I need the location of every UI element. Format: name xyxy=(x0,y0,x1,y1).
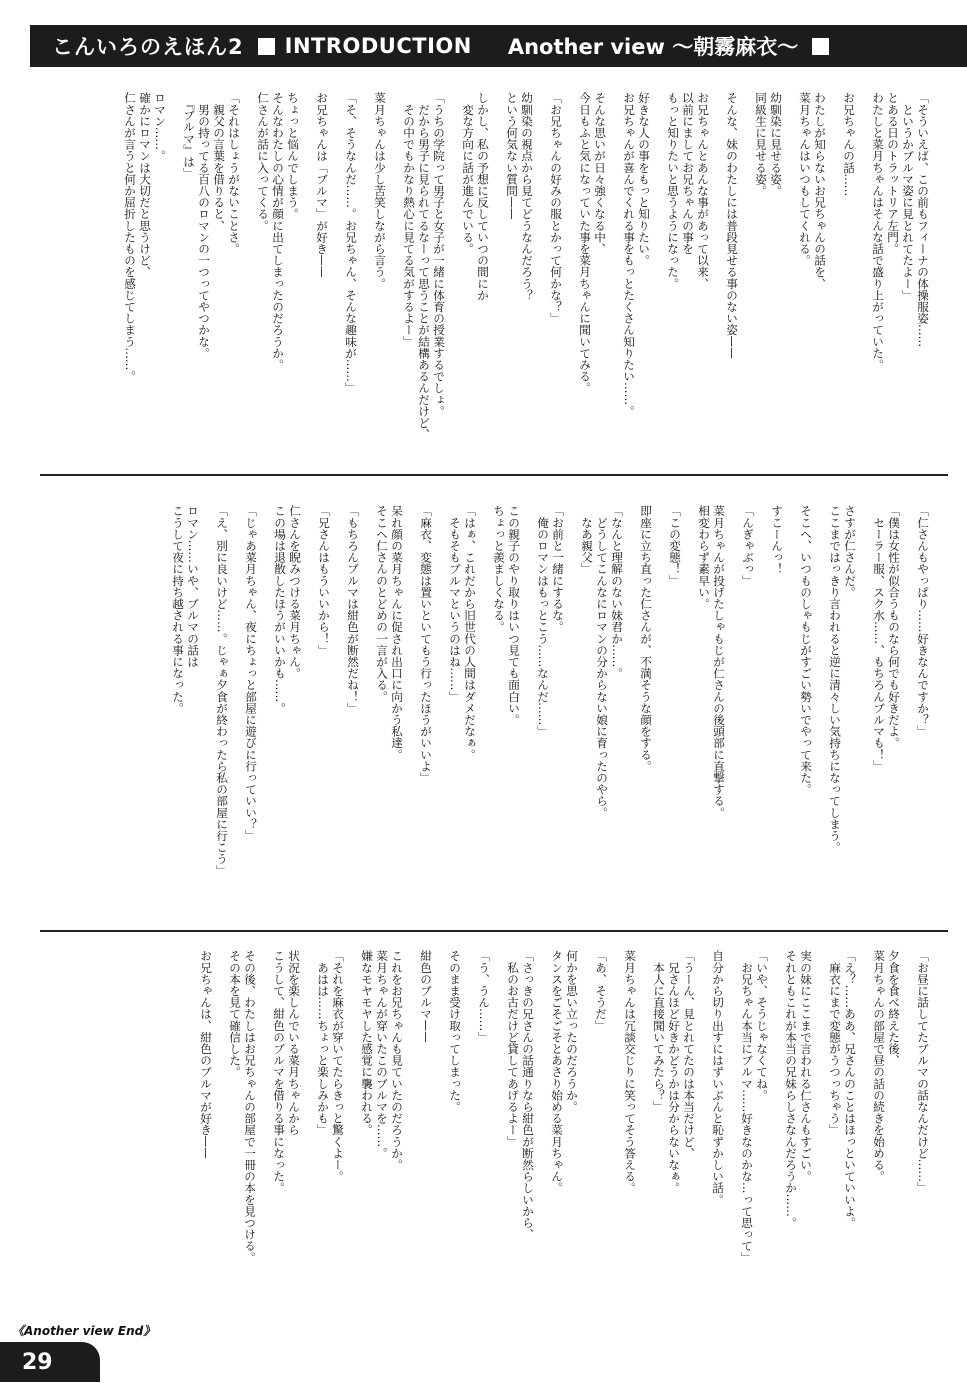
text-column: 変な方向に話が進んでいる。 xyxy=(461,92,475,255)
text-column: 「じゃあ菜月ちゃん、夜にちょっと部屋に遊びに行っていい？」 xyxy=(244,505,258,842)
column-gap xyxy=(301,950,315,1320)
text-column: 「お前と一緒にするな。 xyxy=(551,505,565,633)
text-column: 親父の言葉を借りると、 xyxy=(212,92,226,232)
text-column: さすが仁さんだ。 xyxy=(843,505,857,598)
text-column: そのまま受け取ってしまった。 xyxy=(448,950,462,1113)
text-column: 本人に直接聞いてみたら？」 xyxy=(652,950,666,1113)
column-gap xyxy=(358,92,372,462)
column-gap xyxy=(329,92,343,462)
column-gap xyxy=(229,505,243,910)
column-gap xyxy=(565,505,579,910)
text-column: 「兄さんはもういいから！」 xyxy=(317,505,331,656)
column-gap xyxy=(521,505,535,910)
column-gap xyxy=(783,92,797,462)
text-section-2 xyxy=(30,505,930,910)
text-column: 「それはしょうがないことさ。 xyxy=(227,92,241,255)
column-gap xyxy=(534,92,548,462)
text-column: 「そういえば、この前もフィーナの体操服姿…… xyxy=(916,92,930,348)
text-column: ちょっと悩んでしまう。 xyxy=(286,92,300,220)
column-gap xyxy=(901,505,915,910)
column-gap xyxy=(535,950,549,1320)
text-column: 男の持ってる百八のロマンの一つってやつかな。 xyxy=(197,92,211,359)
column-gap xyxy=(739,92,753,462)
column-gap xyxy=(360,505,374,910)
text-column: そんな思いが日々強くなる中、 xyxy=(593,92,607,255)
text-column: というかブルマ姿に見とれてたよー」 xyxy=(901,92,915,301)
column-gap xyxy=(490,92,504,462)
text-section-3 xyxy=(30,950,930,1320)
text-column: 兄さんほど好きかどうかは分からないなぁ。 xyxy=(667,950,681,1194)
column-gap xyxy=(404,950,418,1320)
text-column: 同級生に見せる姿。 xyxy=(754,92,768,197)
section-divider xyxy=(40,474,948,476)
text-column: タンスをごそごそとあさり始める菜月ちゃん。 xyxy=(550,950,564,1194)
text-column: 「もちろんブルマは紺色が断然だね！」 xyxy=(346,505,360,714)
text-column: ここまではっきり言われると逆に清々しい気持ちになってしまう。 xyxy=(828,505,842,853)
text-column: 菜月ちゃんが穿いたこのブルマを……。 xyxy=(375,950,389,1159)
text-column: 「え？……ああ、兄さんのことはほっといていいよ。 xyxy=(843,950,857,1229)
column-gap xyxy=(813,505,827,910)
text-column: 「あ、そうだ」 xyxy=(594,950,608,1032)
text-column: 「この変態！」 xyxy=(668,505,682,587)
text-column: 菜月ちゃんは少し苦笑しながら言う。 xyxy=(373,92,387,290)
column-gap xyxy=(446,92,460,462)
text-column: 麻衣にまで変態がうつっちゃう」 xyxy=(828,950,842,1136)
text-column: 「んぎゃぶっ」 xyxy=(741,505,755,587)
text-column: 自分から切り出すにはずいぶんと恥ずかしい話。 xyxy=(711,950,725,1206)
text-column: 「う、うん……」 xyxy=(477,950,491,1043)
text-column: 「うちの学院って男子と女子が一緒に体育の授業するでしょ。 xyxy=(432,92,446,417)
text-column: 「うーん、見とれてたのは本当だけど、 xyxy=(682,950,696,1159)
column-gap xyxy=(491,950,505,1320)
column-gap xyxy=(653,505,667,910)
text-column: すこーんっ！ xyxy=(770,505,784,575)
text-column: 「お兄ちゃんの好みの服とかって何かな？」 xyxy=(549,92,563,324)
text-column: 幼馴染の視点から見てどうなんだろう？ xyxy=(520,92,534,301)
text-column: 好きな人の事をもっと知りたい。 xyxy=(637,92,651,266)
text-column: 「はぁ、これだから旧世代の人間はダメだなぁ。 xyxy=(463,505,477,761)
text-column: そこへ、いつものしゃもじがすごい勢いでやって来た。 xyxy=(799,505,813,795)
page-number-tab xyxy=(0,1342,100,1382)
column-gap xyxy=(725,950,739,1320)
column-gap xyxy=(200,505,214,910)
column-gap xyxy=(710,92,724,462)
column-gap xyxy=(607,92,621,462)
text-column: 菜月ちゃんは冗談交じりに笑ってそう答える。 xyxy=(623,950,637,1194)
column-gap xyxy=(433,950,447,1320)
column-gap xyxy=(682,505,696,910)
text-column: 嫌なモヤモヤした感覚に襲われる。 xyxy=(360,950,374,1136)
text-column: 菜月ちゃんはいつもしてくれる。 xyxy=(798,92,812,266)
text-column: しかし、私の予想に反していつの間にか xyxy=(476,92,490,301)
text-column: 何かを思い立ったのだろうか。 xyxy=(565,950,579,1113)
section-title: INTRODUCTION xyxy=(284,34,472,58)
column-gap xyxy=(579,950,593,1320)
text-column: 実の妹にここまで言われる仁さんもすごい。 xyxy=(799,950,813,1182)
text-column: 呆れ顔の菜月ちゃんに促され出口に向かう私達。 xyxy=(390,505,404,761)
section-divider xyxy=(40,930,948,932)
column-gap xyxy=(857,950,871,1320)
column-gap xyxy=(387,92,401,462)
text-column: 菜月ちゃんの部屋で昼の話の続きを始める。 xyxy=(872,950,886,1182)
column-gap xyxy=(302,505,316,910)
column-gap xyxy=(331,505,345,910)
text-column: お兄ちゃんは、紺色のブルマが好き—— xyxy=(199,950,213,1159)
text-column: その後、わたしはお兄ちゃんの部屋で一冊の本を見つける。 xyxy=(243,950,257,1264)
text-column: これをお兄ちゃんも見ていたのだろうか。 xyxy=(390,950,404,1171)
text-column: その本を見て確信した。 xyxy=(228,950,242,1078)
text-column: 紺色のブルマ—— xyxy=(419,950,433,1043)
column-gap xyxy=(167,92,181,462)
text-column: 「仁さんもやっぱり……好きなんですか？」 xyxy=(916,505,930,737)
text-column: 『ブルマ』は」 xyxy=(182,92,196,179)
column-gap xyxy=(213,950,227,1320)
text-column: 確かにロマンは大切だと思うけど、 xyxy=(138,92,152,278)
text-column: そんなわたしの心情が顔に出てしまったのだろうか。 xyxy=(271,92,285,371)
text-column: とある日のトラットリア左門。 xyxy=(886,92,900,255)
text-column: ロマン……いや、ブルマの話は xyxy=(186,505,200,668)
text-column: ロマン……。 xyxy=(153,92,167,162)
text-column: 俺のロマンはもっとこう……なんだ……」 xyxy=(536,505,550,737)
column-gap xyxy=(258,505,272,910)
text-column: あはは……ちょっと楽しみかも」 xyxy=(316,950,330,1136)
column-gap xyxy=(769,950,783,1320)
text-column: それともこれが本当の兄妹らしさなんだろうか……。 xyxy=(784,950,798,1229)
text-column: 仁さんが言うと何か屈折したものを感じてしまう……。 xyxy=(123,92,137,382)
text-column: お兄ちゃん本当にブルマ……好きなのかな…って思って」 xyxy=(740,950,754,1264)
text-column: 「え、別に良いけど……。じゃぁ夕食が終わったら私の部屋に行こう」 xyxy=(215,505,229,877)
text-column: こうして夜に持ち越される事になった。 xyxy=(171,505,185,714)
column-gap xyxy=(651,92,665,462)
text-column: 状況を楽しんでいる菜月ちゃんから xyxy=(287,950,301,1136)
column-gap xyxy=(624,505,638,910)
column-gap xyxy=(813,950,827,1320)
text-column: 「なんと理解のない妹君か……。 xyxy=(610,505,624,679)
column-gap xyxy=(726,505,740,910)
text-column: 「それを麻衣が穿いてたらきっと驚くよー。 xyxy=(331,950,345,1182)
column-gap xyxy=(637,950,651,1320)
text-column: この場は退散したほうがいいかも……。 xyxy=(273,505,287,714)
column-gap xyxy=(462,950,476,1320)
text-column: そもそもブルマというのはね……」 xyxy=(448,505,462,703)
column-gap xyxy=(404,505,418,910)
text-column: 「さっきの兄さんの話通りなら紺色が断然らしいから、 xyxy=(521,950,535,1240)
text-column: 「いや、そうじゃなくてね。 xyxy=(755,950,769,1101)
text-column: という何気ない質問—— xyxy=(505,92,519,220)
text-column: 即座に立ち直った仁さんが、不満そうな顔をする。 xyxy=(639,505,653,772)
column-gap xyxy=(827,92,841,462)
text-column: そんな、妹のわたしには普段見せる事のない姿—— xyxy=(725,92,739,359)
chapter-subtitle: Another view 〜朝霧麻衣〜 xyxy=(507,35,799,59)
text-column: その中でもかなり熱心に見てる気がするよー」 xyxy=(402,92,416,348)
column-gap xyxy=(300,92,314,462)
text-column: だから男子に見られてるなーって思うことが結構あるんだけど、 xyxy=(417,92,431,440)
square-bullet-icon xyxy=(258,38,275,55)
column-gap xyxy=(345,950,359,1320)
text-column: 菜月ちゃんが投げたしゃもじが仁さんの後頭部に直撃する。 xyxy=(712,505,726,819)
text-column: 私のお古だけど貸してあげるよー」 xyxy=(506,950,520,1148)
text-column: どうしてこんなにロマンの分からない娘に育ったのやら。 xyxy=(595,505,609,819)
column-gap xyxy=(608,950,622,1320)
column-gap xyxy=(755,505,769,910)
column-gap xyxy=(696,950,710,1320)
column-gap xyxy=(784,505,798,910)
column-gap xyxy=(477,505,491,910)
column-gap xyxy=(257,950,271,1320)
text-column: 「僕は女性が似合うものなら何でも好きだよ。 xyxy=(887,505,901,749)
text-column: 以前にましてお兄ちゃんの事を xyxy=(681,92,695,255)
book-title: こんいろのえほん2 xyxy=(52,35,244,59)
page-number: 29 xyxy=(22,1349,53,1375)
text-column: この親子のやり取りはいつ見ても面白い。 xyxy=(507,505,521,726)
end-mark: 《Another view End》 xyxy=(12,1324,156,1338)
text-column: ちょっと羨ましくなる。 xyxy=(492,505,506,633)
text-section-1 xyxy=(30,92,930,462)
text-column: お兄ちゃんの話…… xyxy=(842,92,856,197)
text-column: 「お昼に話してたブルマの話なんだけど……」 xyxy=(916,950,930,1194)
text-column: お兄ちゃんは「ブルマ」が好き—— xyxy=(315,92,329,278)
text-column: 「麻衣、変態は置いといてもう行ったほうがいいよ」 xyxy=(419,505,433,784)
text-column: わたしと菜月ちゃんはそんな話で盛り上がっていた。 xyxy=(871,92,885,371)
text-column: 仁さんが話に入ってくる。 xyxy=(256,92,270,232)
text-column: 「そ、そうなんだ……。お兄ちゃん、そんな趣味が……」 xyxy=(344,92,358,394)
column-gap xyxy=(857,505,871,910)
column-gap xyxy=(856,92,870,462)
column-gap xyxy=(433,505,447,910)
column-gap xyxy=(901,950,915,1320)
text-column: 相変わらず素早い。 xyxy=(697,505,711,610)
text-column: こうして、紺色のブルマを借りる事になった。 xyxy=(272,950,286,1194)
text-column: なあ親父」 xyxy=(580,505,594,575)
column-gap xyxy=(563,92,577,462)
page-header xyxy=(30,25,967,67)
text-column: もっと知りたいと思うようになった。 xyxy=(666,92,680,290)
text-column: お兄ちゃんが喜んでくれる事をもっとたくさん知りたい……。 xyxy=(622,92,636,417)
square-bullet-icon-end xyxy=(812,38,829,55)
text-column: 今日もふと気になっていた事を菜月ちゃんに聞いてみる。 xyxy=(578,92,592,394)
text-column: 幼馴染に見せる姿。 xyxy=(769,92,783,197)
text-column: 夕食を食べ終えた後、 xyxy=(887,950,901,1066)
text-column: お兄ちゃんとあんな事があって以来、 xyxy=(696,92,710,290)
text-column: そこへ仁さんのとどめの一言が入る。 xyxy=(375,505,389,703)
column-gap xyxy=(241,92,255,462)
text-column: セーラー服、スク水……、もちろんブルマも！」 xyxy=(872,505,886,772)
text-column: わたしが知らないお兄ちゃんの話を、 xyxy=(813,92,827,290)
text-column: 仁さんを睨みつける菜月ちゃん。 xyxy=(288,505,302,679)
